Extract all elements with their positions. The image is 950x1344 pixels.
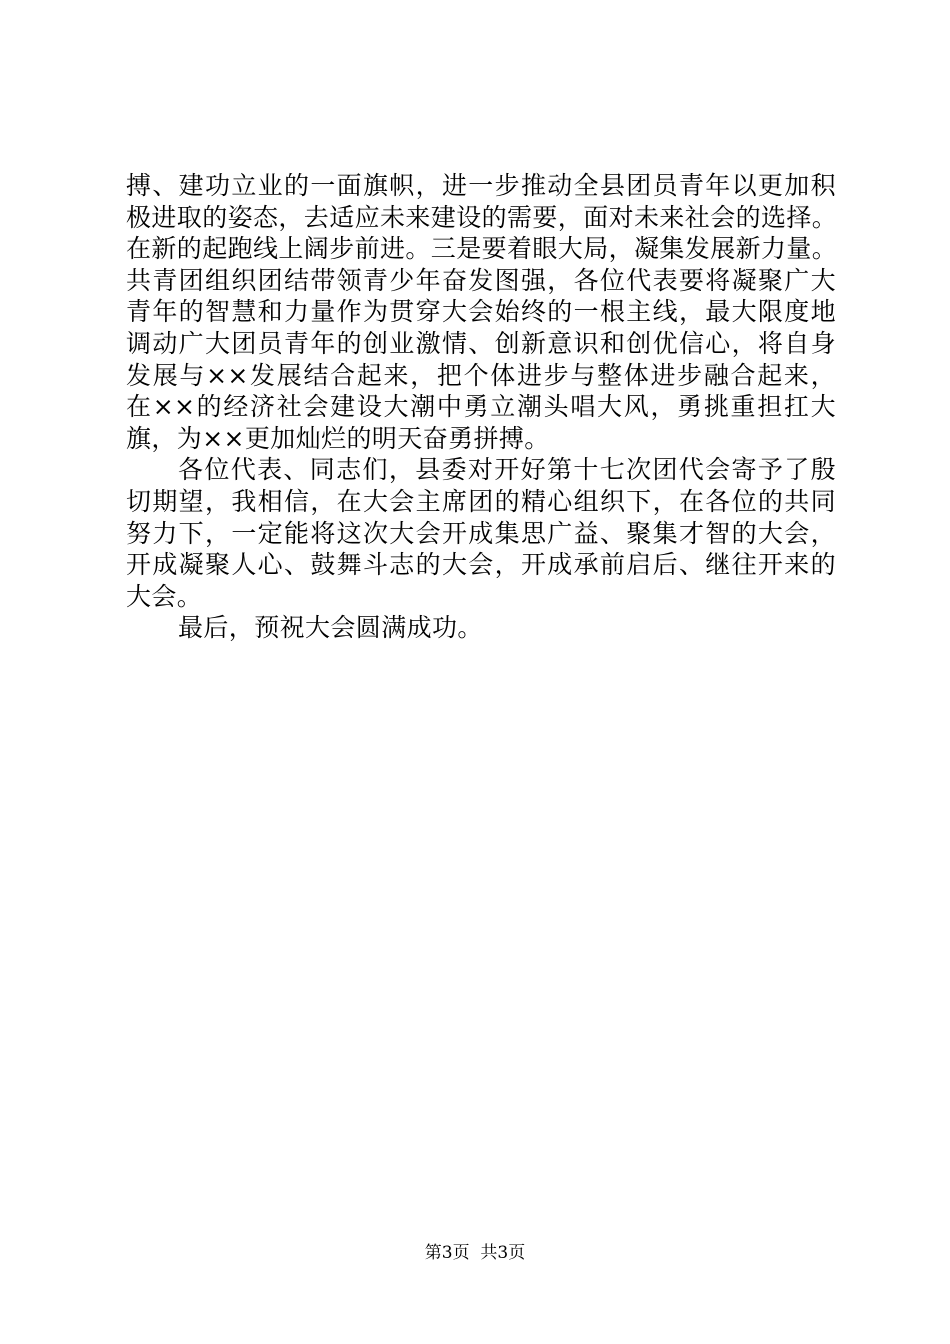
text-line: 调动广大团员青年的创业激情、创新意识和创优信心，将自身	[126, 328, 836, 358]
text-line: 努力下，一定能将这次大会开成集思广益、聚集才智的大会，	[126, 518, 836, 548]
text-line: 最后，预祝大会圆满成功。	[178, 613, 483, 643]
text-line: 切期望，我相信，在大会主席团的精心组织下，在各位的共同	[126, 486, 836, 516]
text-line: 青年的智慧和力量作为贯穿大会始终的一根主线，最大限度地	[126, 297, 836, 327]
text-line: 在新的起跑线上阔步前进。三是要着眼大局，凝集发展新力量。	[126, 234, 838, 264]
paragraph-3	[126, 612, 836, 644]
text-line: 共青团组织团结带领青少年奋发图强，各位代表要将凝聚广大	[126, 265, 836, 295]
paragraph-1	[126, 170, 836, 454]
text-line: 大会。	[126, 581, 203, 611]
text-line: 发展与××发展结合起来，把个体进步与整体进步融合起来，	[126, 360, 836, 390]
text-line: 在××的经济社会建设大潮中勇立潮头唱大风，勇挑重担扛大	[126, 392, 836, 422]
text-line: 搏、建功立业的一面旗帜，进一步推动全县团员青年以更加积	[126, 171, 836, 200]
document-body	[126, 170, 836, 644]
text-line: 各位代表、同志们，县委对开好第十七次团代会寄予了殷	[178, 455, 836, 485]
paragraph-2	[126, 454, 836, 612]
text-line: 开成凝聚人心、鼓舞斗志的大会，开成承前启后、继往开来的	[126, 550, 836, 580]
page-footer	[0, 1243, 950, 1263]
text-line: 极进取的姿态，去适应未来建设的需要，面对未来社会的选择。	[126, 202, 838, 232]
text-line: 旗，为××更加灿烂的明天奋勇拼搏。	[126, 423, 550, 453]
page-number-label: 第3页 共3页	[424, 1243, 526, 1263]
